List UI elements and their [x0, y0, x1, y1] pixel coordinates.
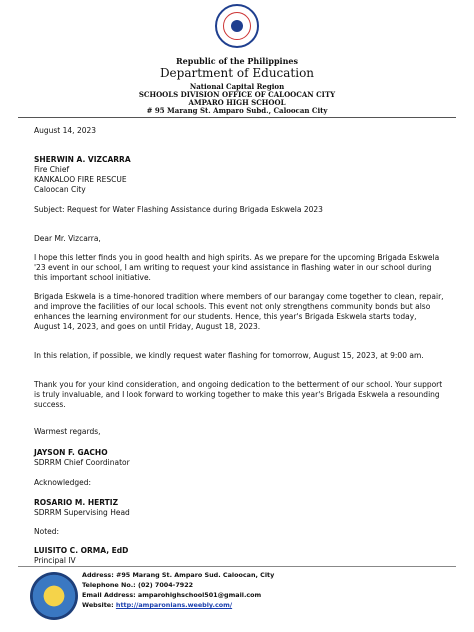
recipient-org: KANKALOO FIRE RESCUE [34, 175, 127, 184]
website-label: Website: [82, 601, 116, 609]
school-line: AMPARO HIGH SCHOOL [188, 98, 286, 107]
school-address-line: # 95 Marang St. Amparo Subd., Caloocan City [146, 106, 328, 115]
paragraph-4: Thank you for your kind consideration, and ongoing dedication to the betterment of our school. Your support is truly invaluable, and I look forward to working together to make this year's Brigada Eskwela a resounding success. [34, 380, 443, 409]
school-logo [30, 572, 78, 620]
signatory-2 [34, 498, 444, 518]
signatory-3 [34, 546, 444, 566]
footer-telephone: Telephone No.: (02) 7004-7922 [82, 581, 194, 589]
footer-block [82, 570, 452, 610]
letter-subject: Subject: Request for Water Flashing Assistance during Brigada Eskwela 2023 [34, 205, 323, 214]
footer-email: Email Address: amparohighschool501@gmail.com [82, 591, 262, 599]
letter-date: August 14, 2023 [34, 126, 97, 135]
paragraph-3: In this relation, if possible, we kindly request water flashing for tomorrow, August 15, 2023, at 9:00 am. [34, 351, 424, 360]
paragraph-2: Brigada Eskwela is a time-honored tradition where members of our barangay come together to clean, repair, and improve the facilities of our local schools. This event not only strengthens community bonds but also enhances the learning environment for our students. Hence, this year's Brigada Eskwela starts today, August 14, 2023, and goes on until Friday, August 18, 2023. [34, 292, 444, 331]
signatory-3-role: Principal IV [34, 556, 76, 565]
region-line: National Capital Region [189, 82, 285, 91]
header-divider [18, 117, 456, 118]
footer-divider [18, 566, 456, 567]
seal-core [231, 20, 243, 32]
recipient-title: Fire Chief [34, 165, 70, 174]
salutation: Dear Mr. Vizcarra, [34, 234, 101, 243]
signatory-2-role: SDRRM Supervising Head [34, 508, 130, 517]
signatory-3-name: LUISITO C. ORMA, EdD [34, 546, 129, 555]
signatory-1-name: JAYSON F. GACHO [34, 448, 108, 457]
footer-address: Address: #95 Marang St. Amparo Sud. Caloocan, City [82, 571, 275, 579]
republic-line: Republic of the Philippines [175, 56, 298, 66]
paragraph-1: I hope this letter finds you in good health and high spirits. As we prepare for the upcoming Brigada Eskwela '23 event in our school, I am writing to request your kind assistance in flashing water in our school during this important school initiative. [34, 253, 440, 282]
division-line: SCHOOLS DIVISION OFFICE OF CALOOCAN CITY [138, 90, 336, 99]
department-line: Department of Education [159, 66, 315, 80]
recipient-block [34, 155, 444, 195]
recipient-name: SHERWIN A. VIZCARRA [34, 155, 131, 164]
recipient-city: Caloocan City [34, 185, 86, 194]
signatory-1-role: SDRRM Chief Coordinator [34, 458, 130, 467]
footer-website [82, 600, 452, 610]
signatory-1 [34, 448, 444, 468]
signatory-2-name: ROSARIO M. HERTIZ [34, 498, 119, 507]
noted-label: Noted: [34, 527, 60, 536]
deped-seal-logo [215, 4, 259, 48]
closing: Warmest regards, [34, 427, 101, 436]
website-link[interactable]: http://amparonians.weebly.com/ [115, 601, 233, 609]
acknowledged-label: Acknowledged: [34, 478, 92, 487]
